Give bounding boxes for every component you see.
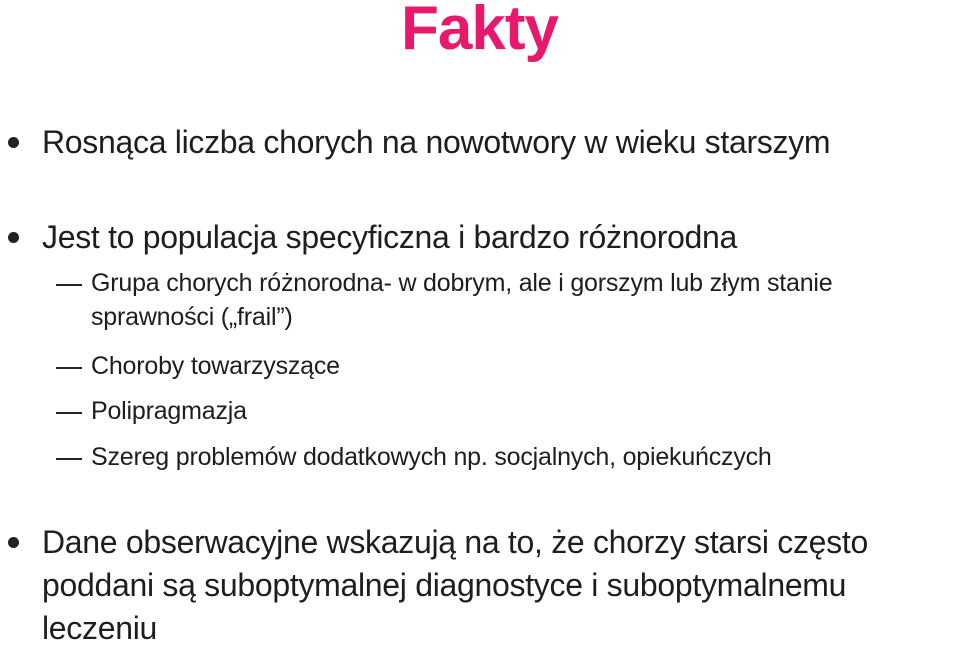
bullet-text: Jest to populacja specyficzna i bardzo różnorodna — [42, 219, 738, 255]
sub-bullet-text: Polipragmazja — [91, 397, 247, 425]
bullet-text: Dane obserwacyjne wskazują na to, że chorzy starsi często poddani są suboptymalnej diagnostyce i suboptymalnemu leczeniu — [42, 524, 868, 646]
dash-icon — [56, 458, 82, 460]
dash-icon — [56, 412, 82, 414]
bullet-icon — [8, 137, 19, 148]
sub-bullet-text: Szereg problemów dodatkowych np. socjalnych, opiekuńczych — [91, 443, 772, 471]
bullet-icon — [8, 232, 19, 243]
sub-bullet-text: Choroby towarzyszące — [91, 352, 340, 380]
slide-title: Fakty — [401, 0, 558, 63]
sub-bullet-text: Grupa chorych różnorodna- w dobrym, ale i gorszym lub złym stanie sprawności („frail”) — [91, 269, 833, 331]
dash-icon — [56, 367, 82, 369]
bullet-text: Rosnąca liczba chorych na nowotwory w wieku starszym — [42, 124, 831, 160]
dash-icon — [56, 284, 82, 286]
bullet-icon — [8, 537, 19, 548]
